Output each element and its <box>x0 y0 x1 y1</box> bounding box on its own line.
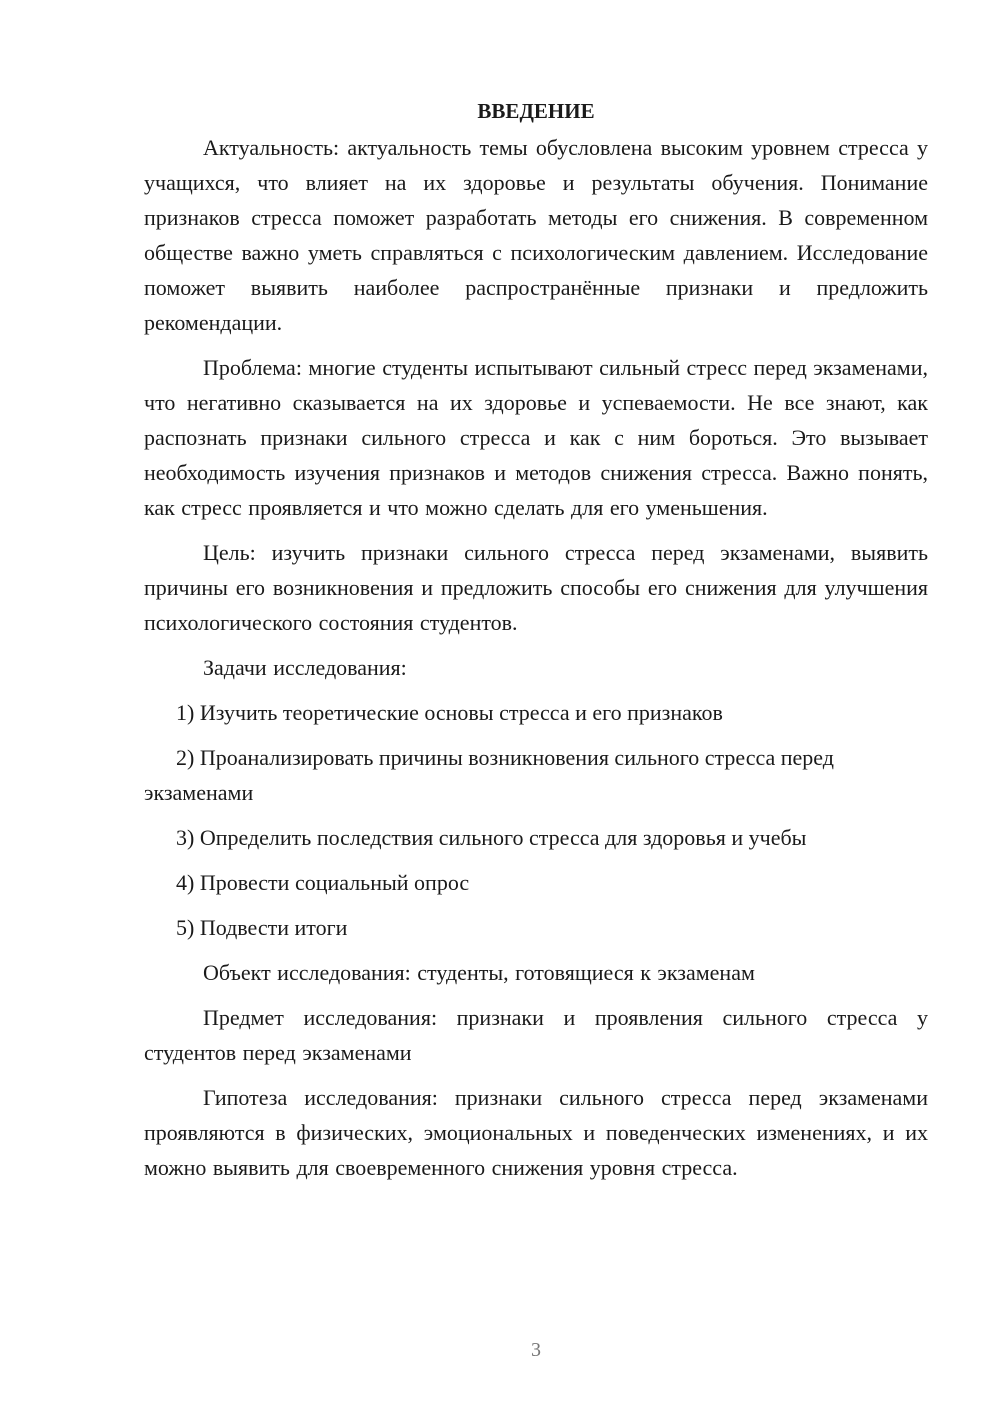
page-content <box>144 92 928 1185</box>
paragraph-subject: Предмет исследования: признаки и проявления сильного стресса у студентов перед экзаменами <box>144 1005 928 1065</box>
tasks-heading: Задачи исследования: <box>203 655 407 680</box>
task-item-5: 5) Подвести итоги <box>176 915 348 940</box>
task-item-1: 1) Изучить теоретические основы стресса и его признаков <box>176 700 723 725</box>
paragraph-problem: Проблема: многие студенты испытывают сильный стресс перед экзаменами, что негативно сказывается на их здоровье и успеваемости. Не все знают, как распознать признаки сильного стресса и как с ним бороться. Это вызывает необходимость изучения признаков и методов снижения стресса. Важно понять, как стресс проявляется и что можно сделать для его уменьшения. <box>144 355 928 520</box>
task-item-4: 4) Провести социальный опрос <box>176 870 470 895</box>
paragraph-hypothesis: Гипотеза исследования: признаки сильного стресса перед экзаменами проявляются в физических, эмоциональных и поведенческих изменениях, и их можно выявить для своевременного снижения уровня стресса. <box>144 1085 928 1180</box>
paragraph-relevance: Актуальность: актуальность темы обусловлена высоким уровнем стресса у учащихся, что влияет на их здоровье и результаты обучения. Понимание признаков стресса поможет разработать методы его снижения. В современном обществе важно уметь справляться с психологическим давлением. Исследование поможет выявить наиболее распространённые признаки и предложить рекомендации. <box>144 135 928 335</box>
task-item-3: 3) Определить последствия сильного стресса для здоровья и учебы <box>176 825 807 850</box>
paragraph-goal: Цель: изучить признаки сильного стресса перед экзаменами, выявить причины его возникновения и предложить способы его снижения для улучшения психологического состояния студентов. <box>144 540 928 635</box>
section-title: ВВЕДЕНИЕ <box>477 99 595 123</box>
paragraph-object: Объект исследования: студенты, готовящиеся к экзаменам <box>203 960 755 985</box>
task-item-2: 2) Проанализировать причины возникновения сильного стресса перед экзаменами <box>144 745 834 805</box>
page-number: 3 <box>531 1339 541 1361</box>
